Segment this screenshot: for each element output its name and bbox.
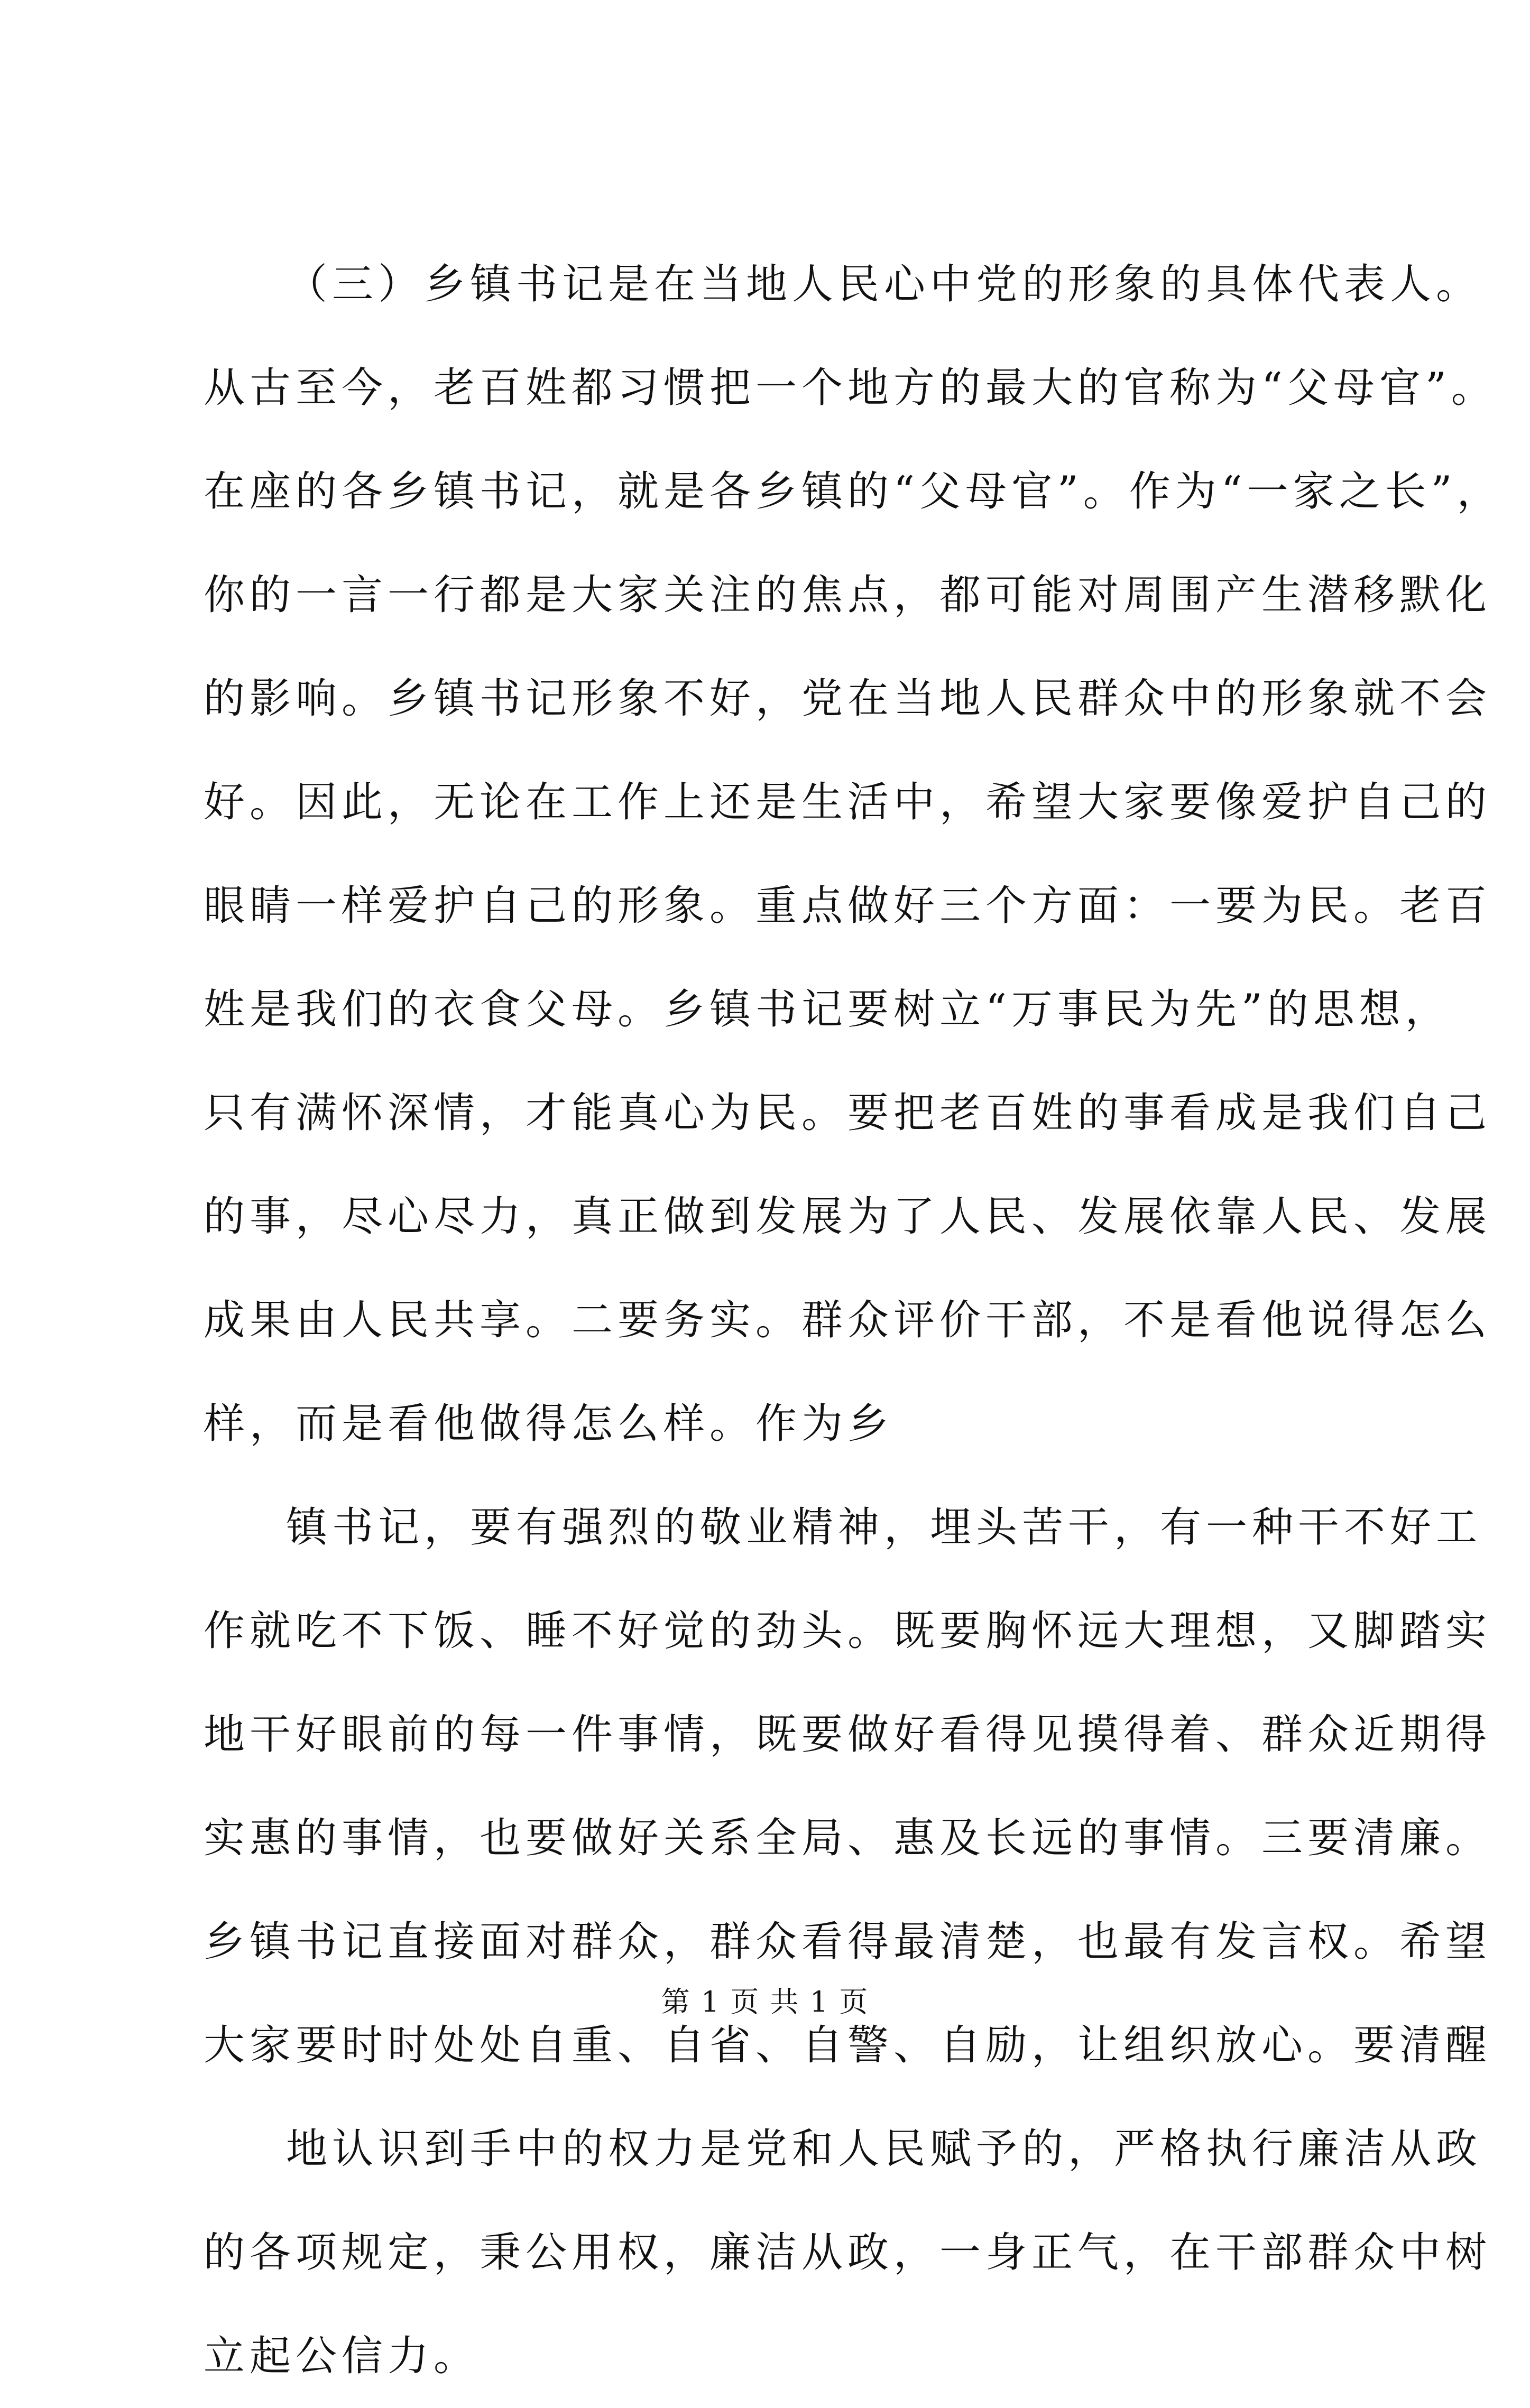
text-line: 你的一言一行都是大家关注的焦点，都可能对周围产生潜移默化 (204, 571, 1492, 619)
text-line: 的各项规定，秉公用权，廉洁从政，一身正气，在干部群众中树 (204, 2229, 1492, 2276)
text-line: 地干好眼前的每一件事情，既要做好看得见摸得着、群众近期得 (204, 1711, 1492, 1758)
text-line: （三）乡镇书记是在当地人民心中党的形象的具体代表人。 (286, 261, 1482, 308)
text-line: 的事，尽心尽力，真正做到发展为了人民、发展依靠人民、发展 (204, 1193, 1492, 1240)
text-line: 眼睛一样爱护自己的形象。重点做好三个方面：一要为民。老百 (204, 882, 1492, 930)
text-line: 从古至今，老百姓都习惯把一个地方的最大的官称为“父母官”。 (204, 364, 1497, 412)
text-line: 姓是我们的衣食父母。乡镇书记要树立“万事民为先”的思想， (204, 986, 1451, 1033)
text-line: 大家要时时处处自重、自省、自警、自励，让组织放心。要清醒 (204, 2022, 1492, 2069)
text-line: 镇书记，要有强烈的敬业精神，埋头苦干，有一种干不好工 (286, 1504, 1482, 1551)
page-number: 第 1 页 共 1 页 (661, 1985, 869, 2018)
text-line: 立起公信力。 (204, 2332, 480, 2380)
text-line: 乡镇书记直接面对群众，群众看得最清楚，也最有发言权。希望 (204, 1918, 1492, 1966)
text-line: 地认识到手中的权力是党和人民赋予的，严格执行廉洁从政 (286, 2125, 1482, 2173)
text-line: 实惠的事情，也要做好关系全局、惠及长远的事情。三要清廉。 (204, 1814, 1492, 1862)
text-line: 只有满怀深情，才能真心为民。要把老百姓的事看成是我们自己 (204, 1089, 1492, 1137)
text-line: 在座的各乡镇书记，就是各乡镇的“父母官”。作为“一家之长”， (204, 468, 1503, 515)
text-line: 好。因此，无论在工作上还是生活中，希望大家要像爱护自己的 (204, 779, 1492, 826)
text-line: 成果由人民共享。二要务实。群众评价干部，不是看他说得怎么 (204, 1296, 1492, 1344)
text-line: 样，而是看他做得怎么样。作为乡 (204, 1400, 894, 1448)
text-line: 的影响。乡镇书记形象不好，党在当地人民群众中的形象就不会 (204, 675, 1492, 723)
document-body (204, 233, 1503, 2408)
page-footer (0, 1979, 1530, 2020)
text-line: 作就吃不下饭、睡不好觉的劲头。既要胸怀远大理想，又脚踏实 (204, 1607, 1492, 1655)
